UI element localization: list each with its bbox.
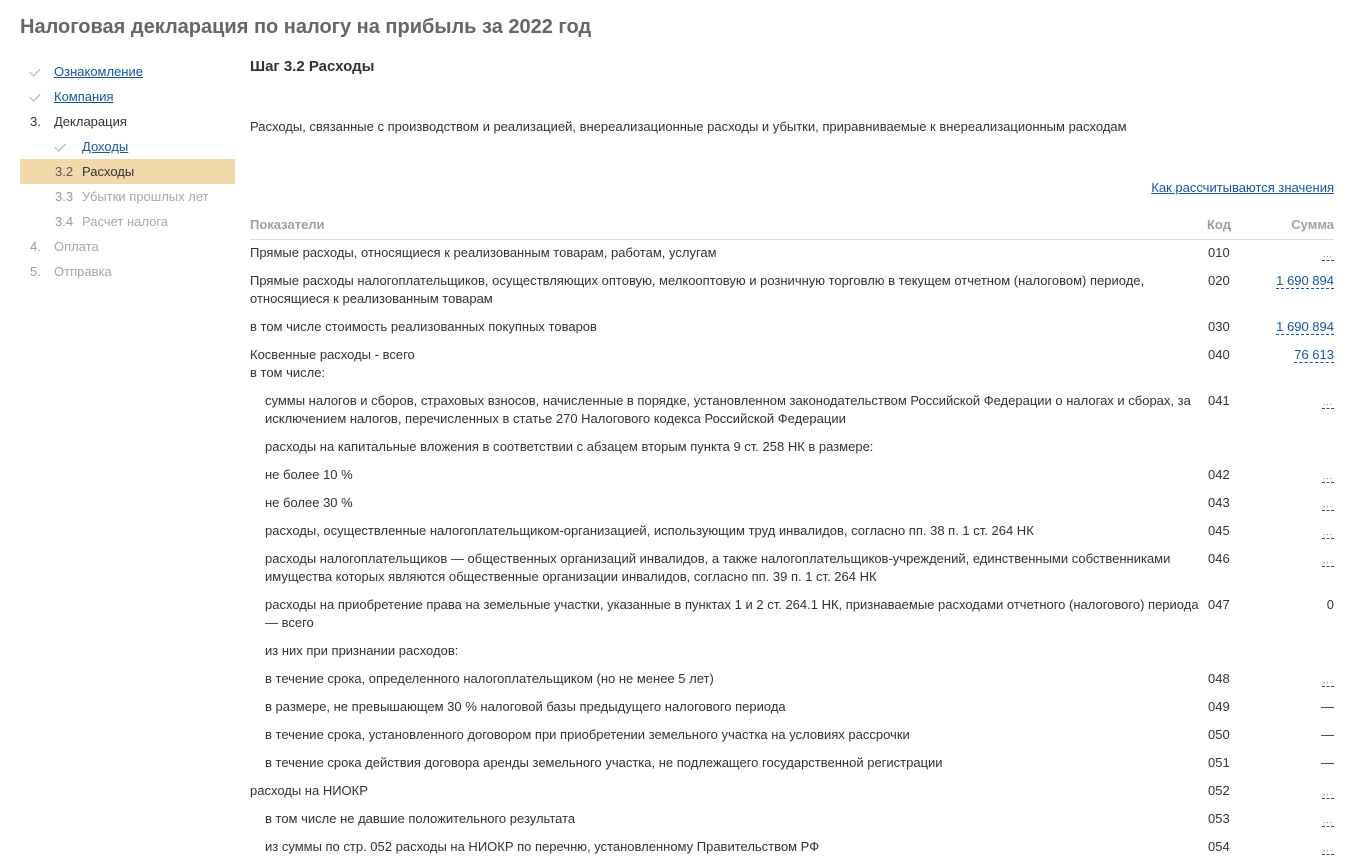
sum-empty-link[interactable]: ...: [1323, 816, 1333, 825]
sum-value: —: [1321, 727, 1334, 742]
row-sum: [1321, 698, 1334, 716]
wizard-steps-nav: [20, 59, 235, 284]
row-indicator-subtext: в том числе:: [250, 365, 326, 380]
row-indicator-text: из них при признании расходов:: [265, 643, 459, 658]
row-indicator: [265, 466, 1200, 484]
row-indicator-text: Прямые расходы, относящиеся к реализованным товарам, работам, услугам: [250, 245, 717, 260]
nav-step-label[interactable]: Доходы: [82, 139, 129, 154]
row-sum: [1322, 522, 1334, 540]
column-header-indicator: Показатели: [250, 217, 325, 232]
row-indicator-text: Косвенные расходы - всего: [250, 347, 415, 362]
row-indicator-text: в размере, не превышающем 30 % налоговой базы предыдущего налогового периода: [265, 699, 786, 714]
row-sum: [1294, 346, 1334, 364]
row-indicator-text: в том числе не давшие положительного результата: [265, 811, 576, 826]
sum-empty-link[interactable]: ...: [1323, 676, 1333, 685]
row-indicator-text: расходы на капитальные вложения в соответствии с абзацем вторым пункта 9 ст. 258 НК в размере:: [265, 439, 874, 454]
sum-value-link[interactable]: 1 690 894: [1276, 319, 1334, 334]
nav-substep-losses: [20, 184, 235, 209]
row-indicator-text: расходы на приобретение права на земельные участки, указанные в пунктах 1 и 2 ст. 264.1 НК, признаваемые расходами отчетного (налогового) периода — всего: [265, 597, 1199, 630]
sum-value: —: [1321, 699, 1334, 714]
table-row: [250, 466, 1334, 494]
row-indicator: [265, 642, 1200, 660]
table-header: [250, 216, 1334, 240]
row-indicator: [250, 318, 1200, 336]
table-row: [250, 838, 1334, 866]
row-code: 047: [1208, 597, 1230, 612]
row-indicator: [265, 522, 1200, 540]
nav-step-send: [20, 259, 235, 284]
sum-empty-link[interactable]: ...: [1323, 788, 1333, 797]
nav-step-number: 3.: [30, 114, 41, 129]
sum-value: —: [1321, 755, 1334, 770]
nav-step-intro[interactable]: [20, 59, 235, 84]
row-indicator-text: суммы налогов и сборов, страховых взносов, начисленные в порядке, установленном законодательством Российской Федерации о налогах и сборах, за исключением налогов, перечисленных в статье 270 Налогового кодекса Российской Федерации: [265, 393, 1191, 426]
nav-step-label: Расходы: [82, 164, 135, 179]
table-row: [250, 698, 1334, 726]
nav-step-number: 3.3: [55, 189, 74, 204]
row-code: 045: [1208, 523, 1230, 538]
row-code: 049: [1208, 699, 1230, 714]
nav-step-label: Декларация: [54, 114, 127, 129]
sum-empty-link[interactable]: ...: [1323, 500, 1333, 509]
step-description: Расходы, связанные с производством и реализацией, внереализационные расходы и убытки, приравниваемые к внереализационным расходам: [250, 119, 1127, 134]
row-code: 052: [1208, 783, 1230, 798]
row-code: 046: [1208, 551, 1230, 566]
row-sum: [1322, 550, 1334, 568]
table-row: [250, 642, 1334, 670]
row-sum: [1322, 494, 1334, 512]
row-sum: [1322, 244, 1334, 262]
nav-step-payment: [20, 234, 235, 259]
row-indicator: [265, 754, 1200, 772]
row-indicator-text: расходы налогоплательщиков — общественных организаций инвалидов, а также налогоплательщиков-учреждений, единственными собственниками имущества которых являются общественные организации инвалидов, согласно пп. 39 п. 1 ст. 264 НК: [265, 551, 1171, 584]
row-indicator-text: в течение срока, определенного налогоплательщиком (но не менее 5 лет): [265, 671, 714, 686]
row-sum: [1322, 810, 1334, 828]
row-indicator: [265, 698, 1200, 716]
sum-empty-link[interactable]: ...: [1323, 472, 1333, 481]
row-indicator-text: Прямые расходы налогоплательщиков, осуществляющих оптовую, мелкооптовую и розничную торговлю в текущем отчетном (налоговом) периоде, относящиеся к реализованным товарам: [250, 273, 1145, 306]
row-sum: [1321, 726, 1334, 744]
table-row: [250, 392, 1334, 438]
table-row: [250, 494, 1334, 522]
nav-step-label: Убытки прошлых лет: [82, 189, 209, 204]
row-sum: [1276, 272, 1334, 290]
row-sum: [1327, 596, 1334, 614]
nav-step-number: 3.4: [55, 214, 74, 229]
row-code: 010: [1208, 245, 1230, 260]
row-sum: [1322, 466, 1334, 484]
row-sum: [1322, 838, 1334, 856]
table-row: [250, 438, 1334, 466]
expenses-table-body: [250, 244, 1334, 866]
row-indicator-text: в течение срока действия договора аренды земельного участка, не подлежащего государственной регистрации: [265, 755, 943, 770]
sum-value: 0: [1326, 597, 1334, 612]
check-icon: [30, 59, 46, 84]
row-indicator: [250, 244, 1200, 262]
nav-step-label: Отправка: [54, 264, 112, 279]
row-code: 050: [1208, 727, 1230, 742]
row-indicator-text: расходы на НИОКР: [250, 783, 368, 798]
table-row: [250, 346, 1334, 392]
row-sum: [1322, 392, 1334, 410]
table-row: [250, 754, 1334, 782]
nav-step-label[interactable]: Компания: [54, 89, 114, 104]
table-row: [250, 522, 1334, 550]
row-code: 043: [1208, 495, 1230, 510]
row-code: 030: [1208, 319, 1230, 334]
row-code: 048: [1208, 671, 1230, 686]
sum-value-link[interactable]: 76 613: [1294, 347, 1334, 362]
row-indicator: [265, 670, 1200, 688]
sum-empty-link[interactable]: ...: [1323, 250, 1333, 259]
row-sum: [1321, 754, 1334, 772]
row-indicator-text: из суммы по стр. 052 расходы на НИОКР по перечню, установленному Правительством РФ: [265, 839, 820, 854]
row-indicator-text: не более 30 %: [265, 495, 353, 510]
nav-step-declaration: [20, 109, 235, 134]
nav-step-number: 3.2: [55, 164, 74, 179]
row-code: 042: [1208, 467, 1230, 482]
row-indicator: [265, 726, 1200, 744]
row-code: 041: [1208, 393, 1230, 408]
row-code: 051: [1208, 755, 1230, 770]
nav-substep-expenses[interactable]: [20, 159, 235, 184]
sum-empty-link[interactable]: ...: [1323, 556, 1333, 565]
nav-substep-tax-calc: [20, 209, 235, 234]
sum-empty-link[interactable]: ...: [1323, 398, 1333, 407]
row-indicator: [250, 272, 1200, 308]
column-header-sum: Сумма: [1291, 217, 1334, 232]
table-row: [250, 670, 1334, 698]
table-row: [250, 726, 1334, 754]
step-title: Шаг 3.2 Расходы: [250, 58, 375, 75]
nav-substep-income[interactable]: [20, 134, 235, 159]
table-row: [250, 782, 1334, 810]
calc-help-link[interactable]: Как рассчитываются значения: [1151, 180, 1334, 195]
nav-step-company[interactable]: [20, 84, 235, 109]
page-title: Налоговая декларация по налогу на прибыль за 2022 год: [20, 16, 592, 38]
check-icon: [55, 134, 71, 159]
table-row: [250, 810, 1334, 838]
row-indicator: [265, 810, 1200, 828]
row-indicator: [265, 392, 1200, 428]
row-code: 053: [1208, 811, 1230, 826]
row-indicator: [250, 782, 1200, 800]
row-code: 054: [1208, 839, 1230, 854]
sum-value-link[interactable]: 1 690 894: [1276, 273, 1334, 288]
row-indicator-text: расходы, осуществленные налогоплательщиком-организацией, использующим труд инвалидов, согласно пп. 38 п. 1 ст. 264 НК: [265, 523, 1034, 538]
row-indicator: [265, 550, 1200, 586]
nav-step-number: 4.: [30, 239, 41, 254]
nav-step-label: Расчет налога: [82, 214, 169, 229]
row-indicator: [265, 494, 1200, 512]
table-row: [250, 244, 1334, 272]
row-sum: [1276, 318, 1334, 336]
table-row: [250, 272, 1334, 318]
table-row: [250, 550, 1334, 596]
check-icon: [30, 84, 46, 109]
nav-step-number: 5.: [30, 264, 41, 279]
sum-empty-link[interactable]: ...: [1323, 844, 1333, 853]
row-indicator: [265, 438, 1200, 456]
row-indicator: [250, 346, 1200, 382]
row-indicator-text: в том числе стоимость реализованных покупных товаров: [250, 319, 597, 334]
row-indicator: [265, 596, 1200, 632]
row-sum: [1322, 782, 1334, 800]
row-indicator: [265, 838, 1200, 856]
row-code: 020: [1208, 273, 1230, 288]
column-header-code: Код: [1207, 217, 1231, 232]
nav-step-label[interactable]: Ознакомление: [54, 64, 143, 79]
table-row: [250, 318, 1334, 346]
row-code: 040: [1208, 347, 1230, 362]
row-sum: [1322, 670, 1334, 688]
row-indicator-text: не более 10 %: [265, 467, 353, 482]
row-indicator-text: в течение срока, установленного договором при приобретении земельного участка на условиях рассрочки: [265, 727, 910, 742]
nav-step-label: Оплата: [54, 239, 99, 254]
table-row: [250, 596, 1334, 642]
sum-empty-link[interactable]: ...: [1323, 528, 1333, 537]
